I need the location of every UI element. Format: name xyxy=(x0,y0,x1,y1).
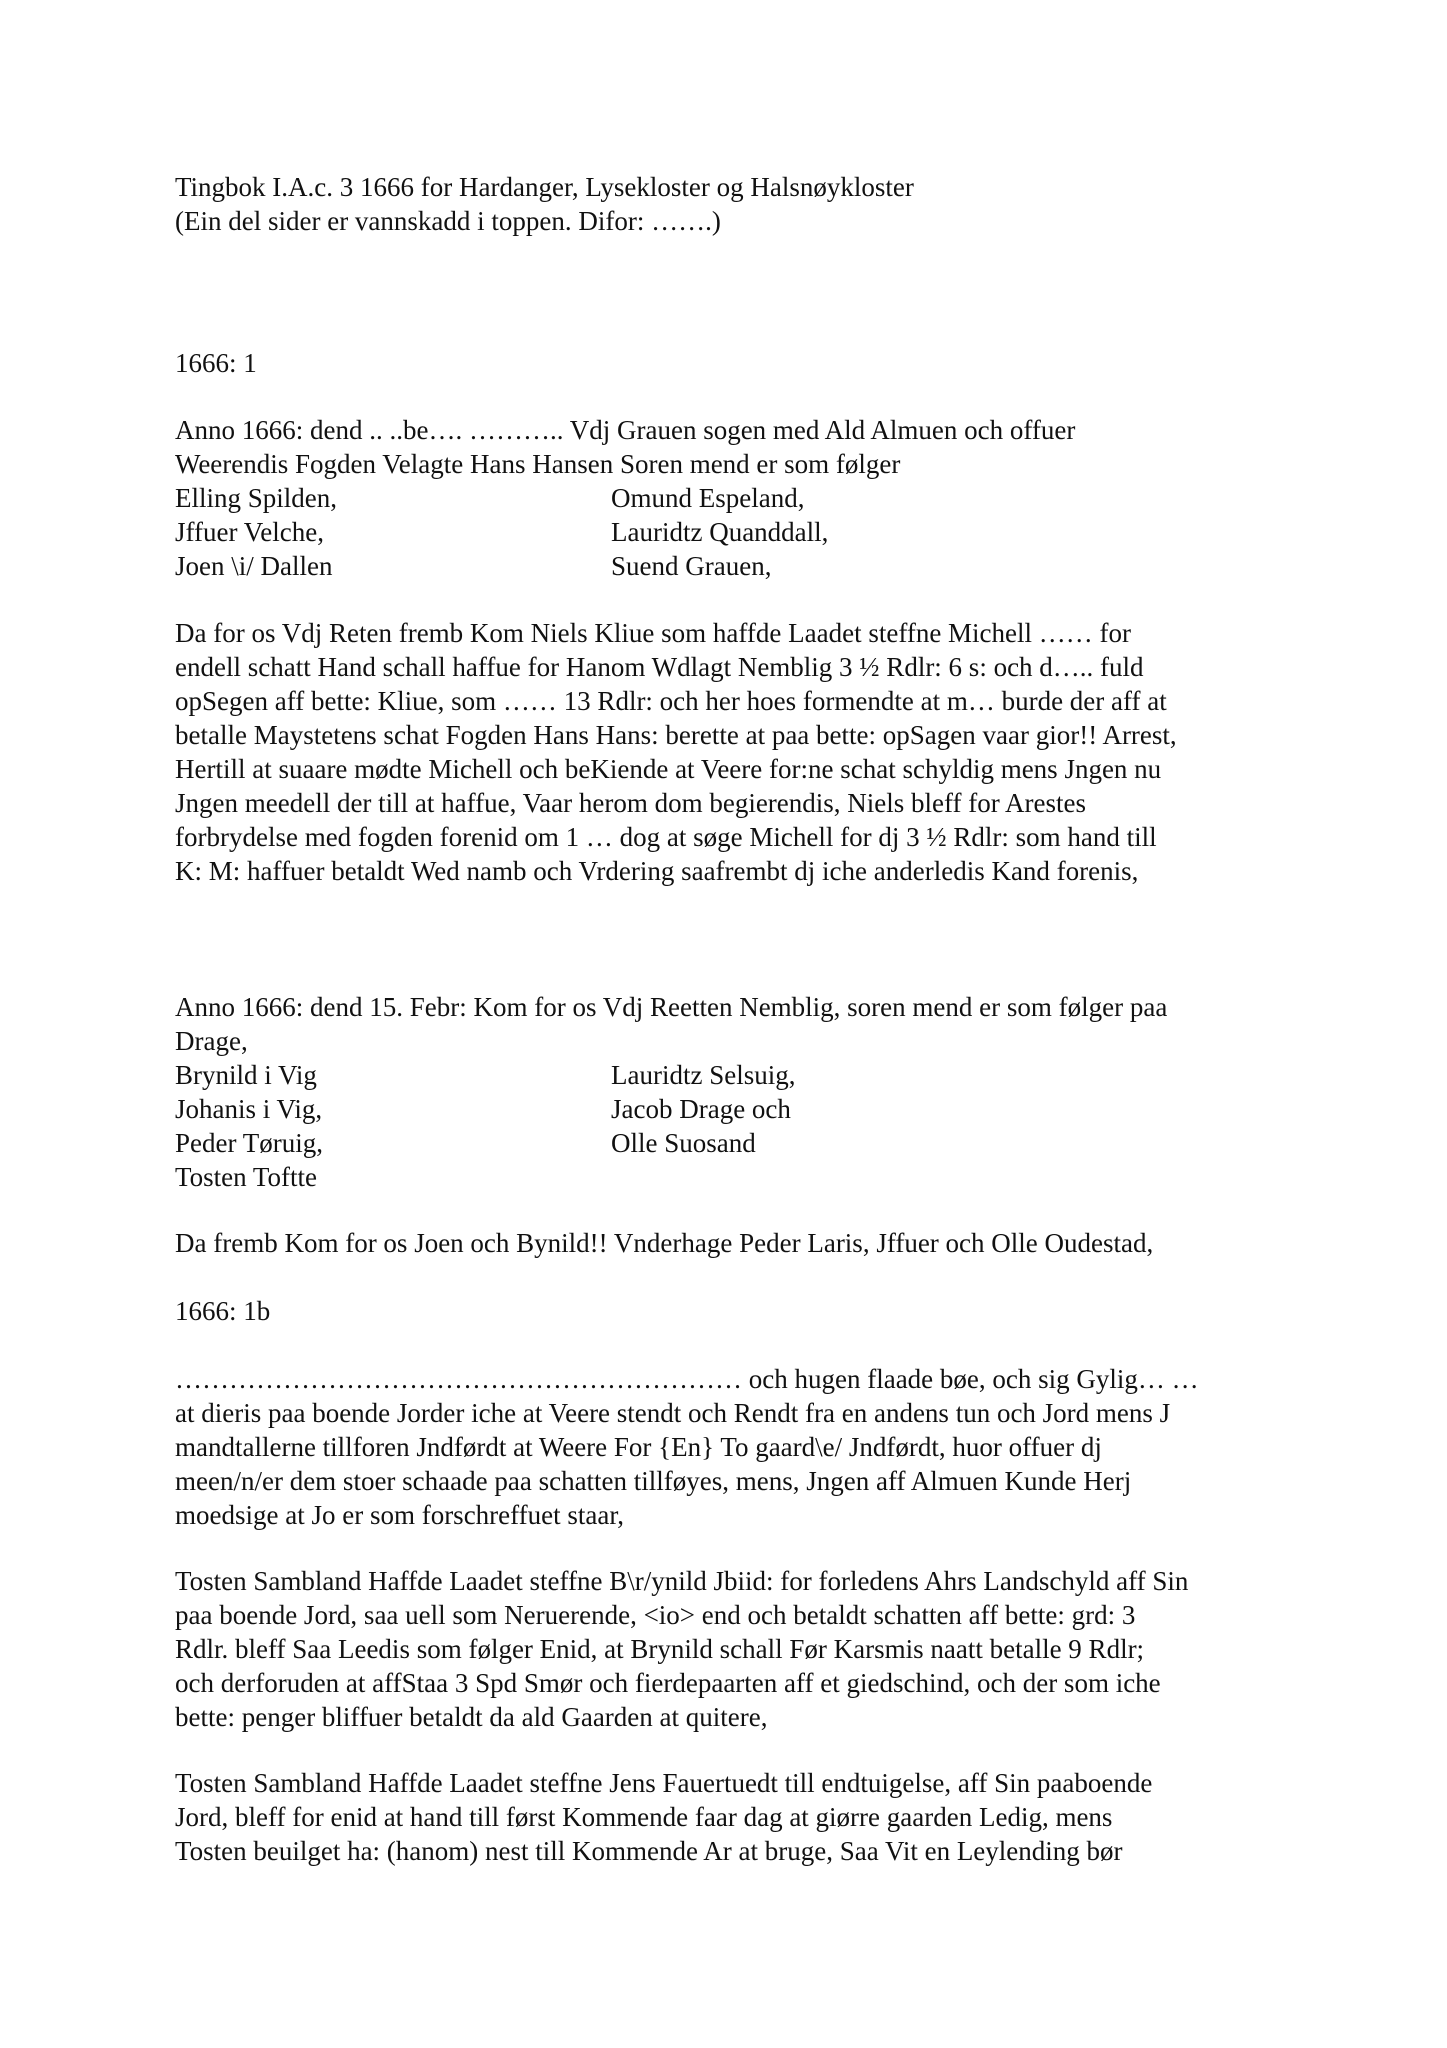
text-line: at dieris paa boende Jorder iche at Veere stendt och Rendt fra en andens tun och Jord mens J xyxy=(175,1398,1171,1428)
juror-name: Joen \i/ Dallen xyxy=(175,551,333,581)
juror-name: Omund Espeland, xyxy=(611,483,805,513)
page-marker-label: 1666: 1 xyxy=(175,348,257,378)
text-line: Drage, xyxy=(175,1026,248,1056)
text-line: meen/n/er dem stoer schaade paa schatten tillføyes, mens, Jngen aff Almuen Kunde Herj xyxy=(175,1466,1132,1496)
page-1b-case-3 xyxy=(175,1766,1315,1868)
juror-name: Tosten Toftte xyxy=(175,1162,317,1192)
text-line: Hertill at suaare mødte Michell och beKiende at Veere for:ne schat schyldig mens Jngen nu xyxy=(175,754,1162,784)
juror-name: Olle Suosand xyxy=(611,1128,756,1158)
header-note: (Ein del sider er vannskadd i toppen. Difor: …….) xyxy=(175,206,721,236)
text-line: Anno 1666: dend 15. Febr: Kom for os Vdj Reetten Nemblig, soren mend er som følger paa xyxy=(175,992,1168,1022)
text-line: Anno 1666: dend .. ..be…. ……….. Vdj Grauen sogen med Ald Almuen och offuer xyxy=(175,415,1076,445)
juror-name: Jacob Drage och xyxy=(611,1094,791,1124)
header-title: Tingbok I.A.c. 3 1666 for Hardanger, Lysekloster og Halsnøykloster xyxy=(175,172,914,202)
text-line: betalle Maystetens schat Fogden Hans Hans: berette at paa bette: opSagen vaar gior!! Arrest, xyxy=(175,720,1177,750)
text-line: forbrydelse med fogden forenid om 1 … dog at søge Michell for dj 3 ½ Rdlr: som hand till xyxy=(175,822,1157,852)
page-marker xyxy=(175,346,1315,380)
text-line: Da fremb Kom for os Joen och Bynild!! Vnderhage Peder Laris, Jffuer och Olle Oudestad, xyxy=(175,1228,1154,1258)
page-marker-label: 1666: 1b xyxy=(175,1296,271,1326)
text-line: endell schatt Hand schall haffue for Hanom Wdlagt Nemblig 3 ½ Rdlr: 6 s: och d….. fuld xyxy=(175,652,1144,682)
juror-row xyxy=(175,1092,1315,1126)
juror-row xyxy=(175,1160,1315,1194)
text-line: Jngen meedell der till at haffue, Vaar herom dom begierendis, Niels bleff for Arestes xyxy=(175,788,1086,818)
text-line: Da for os Vdj Reten fremb Kom Niels Kliue som haffde Laadet steffne Michell …… for xyxy=(175,618,1132,648)
text-line: K: M: haffuer betaldt Wed namb och Vrdering saafrembt dj iche anderledis Kand forenis, xyxy=(175,856,1139,886)
text-line: mandtallerne tillforen Jndførdt at Weere For {En} To gaard\e/ Jndførdt, huor offuer dj xyxy=(175,1432,1102,1462)
text-line: opSegen aff bette: Kliue, som …… 13 Rdlr: och her hoes formendte at m… burde der aff at xyxy=(175,686,1167,716)
juror-name: Suend Grauen, xyxy=(611,551,772,581)
text-line: moedsige at Jo er som forschreffuet staar, xyxy=(175,1500,625,1530)
juror-row xyxy=(175,481,1315,515)
text-line: Rdlr. bleff Saa Leedis som følger Enid, at Brynild schall Før Karsmis naatt betalle 9 Rdlr; xyxy=(175,1634,1145,1664)
text-line: ……………………………………………………… och hugen flaade bøe, och sig Gylig… … xyxy=(175,1364,1199,1394)
page-marker xyxy=(175,1294,1315,1328)
juror-row xyxy=(175,515,1315,549)
juror-name: Lauridtz Selsuig, xyxy=(611,1060,796,1090)
juror-row xyxy=(175,1126,1315,1160)
session-1-case xyxy=(175,616,1315,888)
session-2-intro xyxy=(175,990,1315,1058)
session-2-case xyxy=(175,1226,1315,1260)
session-1-jurors xyxy=(175,481,1315,583)
session-1-intro xyxy=(175,413,1315,481)
text-line: och derforuden at affStaa 3 Spd Smør och fierdepaarten aff et giedschind, och der som iche xyxy=(175,1668,1161,1698)
text-line: Tosten Sambland Haffde Laadet steffne Jens Fauertuedt till endtuigelse, aff Sin paaboende xyxy=(175,1768,1153,1798)
juror-name: Johanis i Vig, xyxy=(175,1094,323,1124)
text-line: Tosten beuilget ha: (hanom) nest till Kommende Ar at bruge, Saa Vit en Leylending bør xyxy=(175,1836,1123,1866)
text-line: Tosten Sambland Haffde Laadet steffne B\r/ynild Jbiid: for forledens Ahrs Landschyld aff Sin xyxy=(175,1566,1189,1596)
text-line: bette: penger bliffuer betaldt da ald Gaarden at quitere, xyxy=(175,1702,768,1732)
juror-name: Peder Tøruig, xyxy=(175,1128,323,1158)
juror-name: Jffuer Velche, xyxy=(175,517,324,547)
juror-name: Lauridtz Quanddall, xyxy=(611,517,829,547)
juror-name: Elling Spilden, xyxy=(175,483,337,513)
document-header xyxy=(175,170,1315,238)
juror-row xyxy=(175,549,1315,583)
text-line: Jord, bleff for enid at hand till først Kommende faar dag at giørre gaarden Ledig, mens xyxy=(175,1802,1113,1832)
text-line: paa boende Jord, saa uell som Neruerende, <io> end och betaldt schatten aff bette: grd: 3 xyxy=(175,1600,1136,1630)
page-1b-case-2 xyxy=(175,1564,1315,1734)
juror-name: Brynild i Vig xyxy=(175,1060,317,1090)
page-1b-continuation xyxy=(175,1362,1315,1532)
session-2-jurors xyxy=(175,1058,1315,1194)
juror-row xyxy=(175,1058,1315,1092)
text-line: Weerendis Fogden Velagte Hans Hansen Soren mend er som følger xyxy=(175,449,901,479)
